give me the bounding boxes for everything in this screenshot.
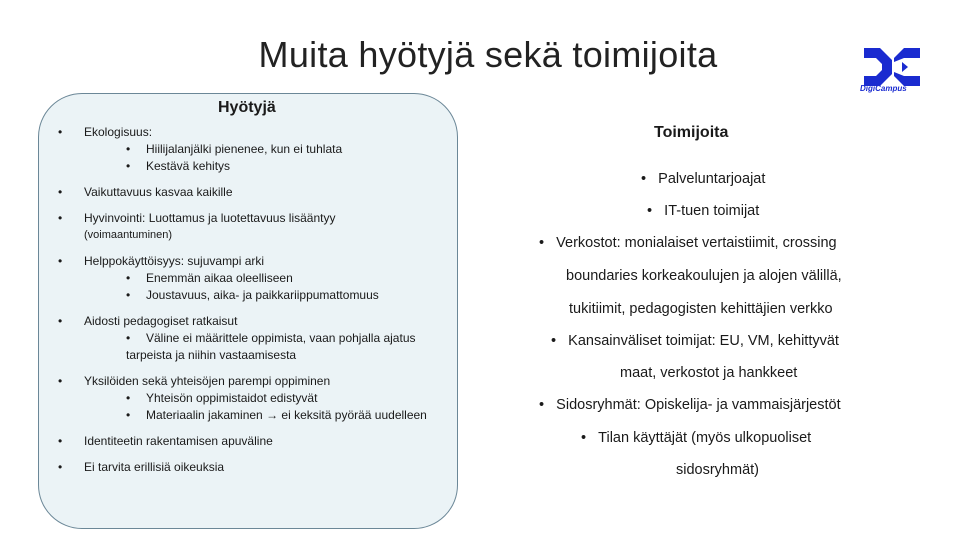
actor-text: Kansainväliset toimijat: EU, VM, kehittyvät [568,333,839,349]
logo-text: DigiCampus [860,84,907,93]
sub-item-text: ei keksitä pyörää uudelleen [281,408,427,422]
list-item-label: • Vaikuttavuus kasvaa kaikille [84,185,233,199]
list-item-label: • Aidosti pedagogiset ratkaisut [84,314,238,328]
actor-item: • Verkostot: monialaiset vertaistiimit, crossing [539,235,837,251]
sub-item: • Enemmän aikaa oleelliseen [84,270,458,287]
list-item [58,124,458,175]
sub-item-text: Materiaalin jakaminen [146,408,263,422]
list-item [58,253,458,304]
list-item-label-line2: (voimaantuminen) [84,229,173,241]
list-item-label: • Hyvinvointi: Luottamus ja luotettavuus lisääntyy [84,211,336,225]
list-item [58,184,458,201]
list-item-label: • Ei tarvita erillisiä oikeuksia [84,460,225,474]
sub-item: • Yhteisön oppimistaidot edistyvät [84,390,458,407]
actor-item: • Kansainväliset toimijat: EU, VM, kehittyvät [551,333,839,349]
actor-text: Palveluntarjoajat [658,171,766,187]
list-item-label: • Helppokäyttöisyys: sujuvampi arki [84,254,265,268]
list-item [58,459,458,476]
sub-item: • Hiilijalanjälki pienenee, kun ei tuhlata [84,141,458,158]
list-item [58,313,458,364]
arrow-right-icon: → [266,408,279,422]
actor-text: Verkostot: monialaiset vertaistiimit, crossing [556,235,837,251]
actor-text: Tilan käyttäjät (myös ulkopuoliset [598,430,812,446]
sub-item: • Väline ei määrittele oppimista, vaan pohjalla ajatus [84,330,458,347]
actor-text: tukitiimit, pedagogisten kehittäjien verkko [569,301,833,317]
sub-item-cont: tarpeista ja niihin vastaamisesta [126,348,297,362]
actor-item: • IT-tuen toimijat [647,203,760,219]
actor-item: • Sidosryhmät: Opiskelija- ja vammaisjärjestöt [539,397,841,413]
list-item-label: • Ekologisuus: [84,125,153,139]
benefits-heading: Hyötyjä [218,99,276,116]
sub-item: • Joustavuus, aika- ja paikkariippumattomuus [84,287,458,304]
benefits-list [58,124,458,485]
actor-text: IT-tuen toimijat [664,203,760,219]
slide-title: Muita hyötyjä sekä toimijoita [258,34,718,75]
sub-item: • Kestävä kehitys [84,158,458,175]
actor-item: • Tilan käyttäjät (myös ulkopuoliset [581,430,812,446]
actor-text: Sidosryhmät: Opiskelija- ja vammaisjärjestöt [556,397,841,413]
list-item [58,373,458,424]
sub-item [84,407,458,424]
actor-text: boundaries korkeakoulujen ja alojen välillä, [566,268,842,284]
actor-text: maat, verkostot ja hankkeet [620,365,798,381]
list-item-label: • Yksilöiden sekä yhteisöjen parempi oppiminen [84,374,331,388]
list-item [58,210,458,244]
list-item [58,433,458,450]
list-item-label: • Identiteetin rakentamisen apuväline [84,434,273,448]
actor-item: • Palveluntarjoajat [641,171,766,187]
actors-heading: Toimijoita [654,124,729,141]
actor-text: sidosryhmät) [676,462,759,478]
